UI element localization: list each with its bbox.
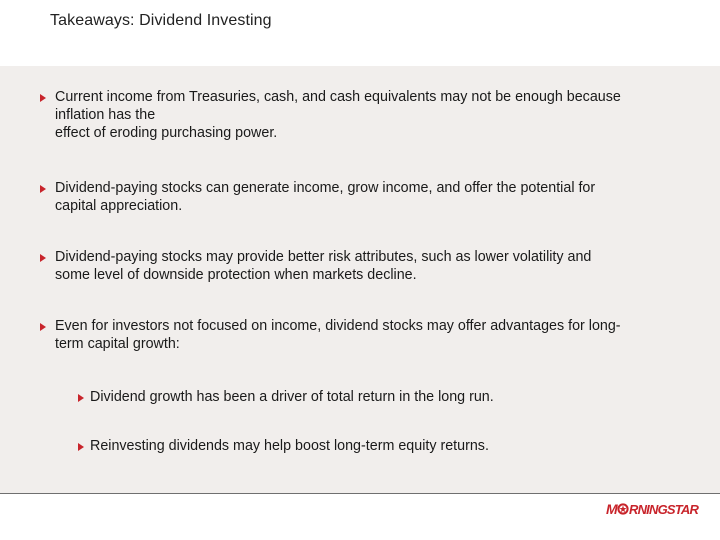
- bullet-text-line: Dividend-paying stocks may provide better risk attributes, such as lower volatility and: [55, 249, 592, 265]
- sub-bullet-marker-icon: [78, 443, 84, 451]
- svg-text:RNINGSTAR: RNINGSTAR: [629, 502, 699, 517]
- svg-text:M: M: [606, 501, 618, 517]
- bullet-text-line: Current income from Treasuries, cash, and cash equivalents may not be enough because: [55, 89, 621, 105]
- bullet-marker-icon: [40, 185, 46, 193]
- bullet-text-line: Even for investors not focused on income, dividend stocks may offer advantages for long-: [55, 318, 621, 334]
- bullet-item-2: [55, 180, 595, 216]
- slide-title: Takeaways: Dividend Investing: [50, 12, 272, 29]
- bullet-marker-icon: [40, 323, 46, 331]
- bullet-item-4: [55, 318, 621, 354]
- sub-bullet-marker-icon: [78, 394, 84, 402]
- bullet-marker-icon: [40, 254, 46, 262]
- sub-bullet-item-2: [90, 438, 489, 456]
- bullet-text-line: effect of eroding purchasing power.: [55, 124, 278, 141]
- bullet-text-line: term capital growth:: [55, 335, 180, 352]
- bullet-item-1: [55, 89, 621, 142]
- morningstar-logo: [606, 500, 710, 518]
- sub-bullet-text-line: Dividend growth has been a driver of total return in the long run.: [90, 389, 494, 405]
- bullet-marker-icon: [40, 94, 46, 102]
- bullet-text-line: some level of downside protection when markets decline.: [55, 266, 417, 283]
- sub-bullet-item-1: [90, 389, 494, 407]
- bullet-text-line: Dividend-paying stocks can generate income, grow income, and offer the potential for: [55, 180, 596, 196]
- bullet-text-line: capital appreciation.: [55, 197, 183, 214]
- bullet-item-3: [55, 249, 591, 285]
- sub-bullet-text-line: Reinvesting dividends may help boost long-term equity returns.: [90, 438, 489, 454]
- morningstar-logo-icon: [606, 500, 710, 518]
- bullet-text-line: inflation has the: [55, 106, 156, 123]
